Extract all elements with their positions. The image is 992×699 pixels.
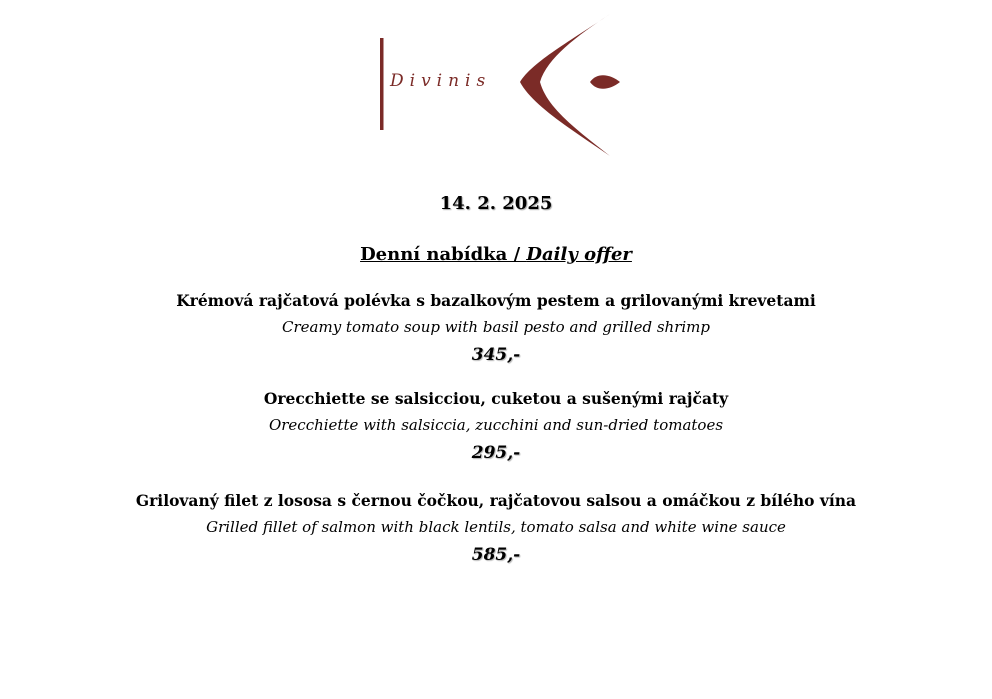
menu-item — [0, 291, 992, 365]
menu-item-price: 345,- — [471, 345, 521, 365]
menu-item — [0, 389, 992, 463]
menu-item-price: 585,- — [471, 545, 521, 565]
menu-item-name-cz: Grilovaný filet z lososa s černou čočkou, rajčatovou salsou a omáčkou z bílého vína — [135, 491, 857, 510]
menu-item — [0, 491, 992, 565]
logo-wordmark: Divinis — [390, 71, 492, 91]
menu-item-name-en: Grilled fillet of salmon with black lentils, tomato salsa and white wine sauce — [206, 518, 786, 536]
menu-item-name-en: Orecchiette with salsiccia, zucchini and sun-dried tomatoes — [268, 416, 724, 434]
menu-item-name-cz: Orecchiette se salsicciou, cuketou a sušenými rajčaty — [263, 389, 729, 408]
menu-date: 14. 2. 2025 — [439, 193, 553, 214]
menu-item-name-en: Creamy tomato soup with basil pesto and grilled shrimp — [282, 318, 710, 336]
menu-item-price: 295,- — [471, 443, 521, 463]
menu-heading-cz: Denní nabídka / — [360, 244, 527, 265]
divinis-logo — [372, 10, 632, 160]
menu-heading — [0, 244, 992, 265]
menu-heading-en: Daily offer — [526, 244, 632, 265]
menu-item-name-cz: Krémová rajčatová polévka s bazalkovým pestem a grilovanými krevetami — [176, 291, 816, 310]
